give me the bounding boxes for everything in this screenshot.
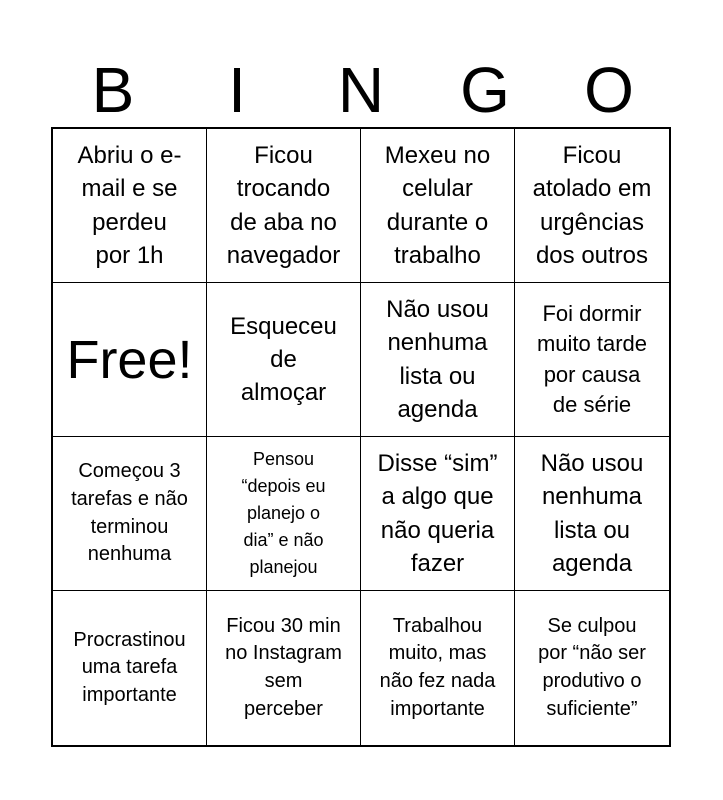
cell-text: Disse “sim” a algo que não queria fazer bbox=[377, 450, 498, 577]
bingo-cell-r0-c3[interactable] bbox=[515, 129, 669, 283]
bingo-cell-r1-c1[interactable] bbox=[207, 283, 361, 437]
cell-text: Trabalhou muito, mas não fez nada importante bbox=[379, 614, 496, 720]
bingo-cell-r0-c0[interactable] bbox=[53, 129, 207, 283]
bingo-cell-r1-c3[interactable] bbox=[515, 283, 669, 437]
bingo-cell-r3-c0[interactable] bbox=[53, 591, 207, 745]
bingo-cell-r1-c2[interactable] bbox=[361, 283, 515, 437]
bingo-header bbox=[51, 52, 671, 128]
cell-text: Esqueceu de almoçar bbox=[230, 312, 337, 407]
cell-text: Se culpou por “não ser produtivo o suficiente” bbox=[538, 614, 646, 720]
header-letter-n: N bbox=[337, 54, 385, 126]
cell-text: Não usou nenhuma lista ou agenda bbox=[386, 296, 489, 423]
bingo-cell-r0-c2[interactable] bbox=[361, 129, 515, 283]
bingo-cell-r3-c2[interactable] bbox=[361, 591, 515, 745]
bingo-cell-r2-c1[interactable] bbox=[207, 437, 361, 591]
header-letter-o: O bbox=[584, 54, 634, 126]
header-letter-i: I bbox=[228, 54, 246, 126]
cell-text: Abriu o e- mail e se perdeu por 1h bbox=[77, 142, 182, 269]
cell-text: Mexeu no celular durante o trabalho bbox=[384, 142, 491, 269]
cell-text: Ficou 30 min no Instagram sem perceber bbox=[225, 614, 342, 720]
bingo-cell-r2-c2[interactable] bbox=[361, 437, 515, 591]
cell-text: Pensou “depois eu planejo o dia” e não planejou bbox=[241, 449, 326, 577]
bingo-cell-r3-c3[interactable] bbox=[515, 591, 669, 745]
free-space-text: Free! bbox=[66, 329, 193, 390]
bingo-cell-r2-c0[interactable] bbox=[53, 437, 207, 591]
bingo-cell-r3-c1[interactable] bbox=[207, 591, 361, 745]
cell-text: Ficou trocando de aba no navegador bbox=[226, 142, 341, 269]
header-letter-b: B bbox=[91, 54, 135, 126]
bingo-grid bbox=[51, 127, 671, 747]
header-letter-g: G bbox=[460, 54, 510, 126]
cell-text: Procrastinou uma tarefa importante bbox=[73, 628, 186, 706]
bingo-cell-r0-c1[interactable] bbox=[207, 129, 361, 283]
bingo-cell-free[interactable] bbox=[53, 283, 207, 437]
cell-text: Começou 3 tarefas e não terminou nenhuma bbox=[71, 460, 188, 566]
cell-text: Não usou nenhuma lista ou agenda bbox=[540, 450, 644, 577]
bingo-cell-r2-c3[interactable] bbox=[515, 437, 669, 591]
cell-text: Foi dormir muito tarde por causa de série bbox=[536, 300, 648, 417]
cell-text: Ficou atolado em urgências dos outros bbox=[532, 142, 652, 269]
